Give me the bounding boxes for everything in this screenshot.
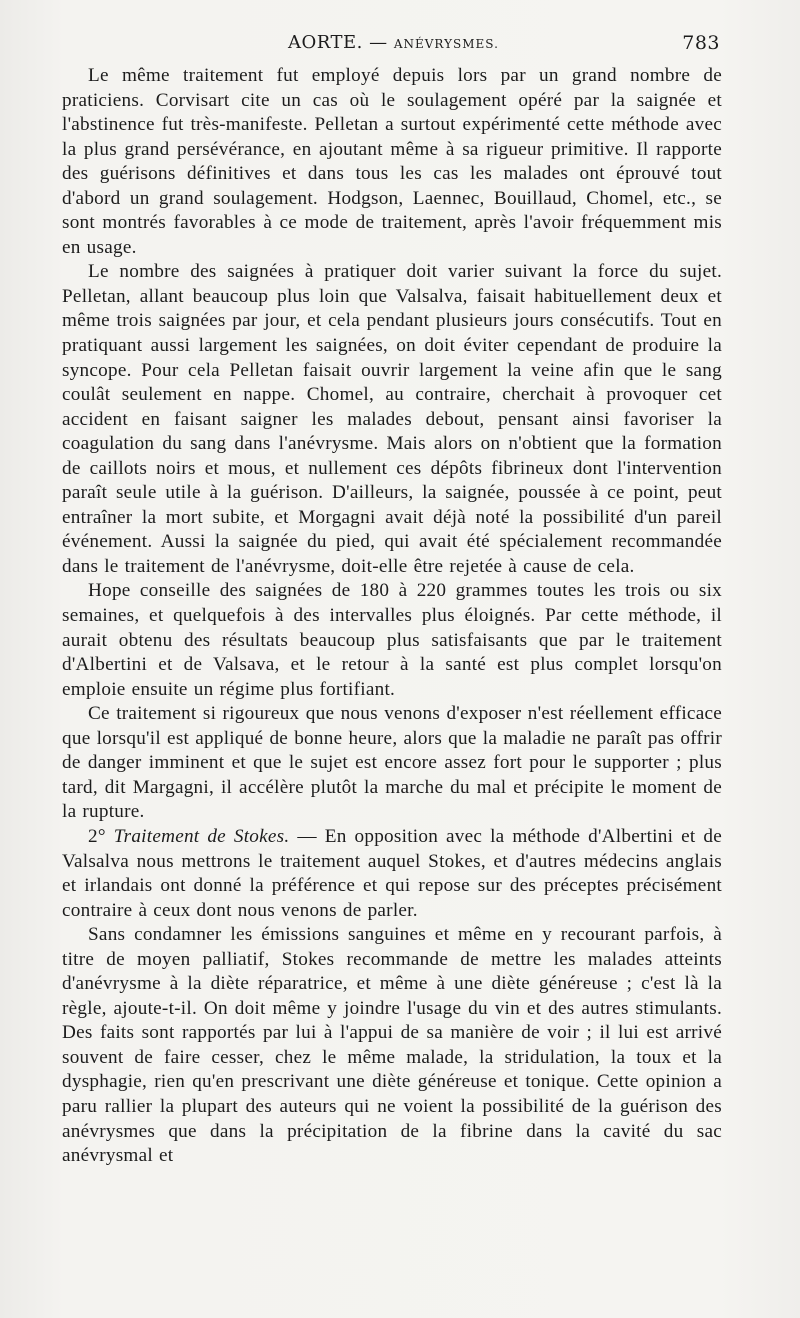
paragraph-3 xyxy=(62,579,722,702)
paragraph-5 xyxy=(62,825,722,923)
paragraph-3-text: Hope conseille des saignées de 180 à 220 grammes toutes les trois ou six semaines, et quelquefois à des intervalles plus éloignés. Par cette méthode, il aurait obtenu des résultats beaucoup plus satisfaisants que par le traitement d'Albertini et de Valsava, et le retour à la santé est plus complet lorsqu'on emploie ensuite un régime plus fortifiant. xyxy=(62,580,722,700)
paragraph-1-text: Le même traitement fut employé depuis lors par un grand nombre de praticiens. Corvisart cite un cas où le soulagement opéré par la saignée et l'abstinence fut très-manifeste. Pelletan a surtout expérimenté cette méthode avec la plus grand persévérance, en ajoutant même à sa rigueur primitive. Il rapporte des guérisons définitives et dans tous les cas les malades ont éprouvé tout d'abord un grand soulagement. Hodgson, Laennec, Bouillaud, Chomel, etc., se sont montrés favorables à ce mode de traitement, après l'avoir fréquemment mis en usage. xyxy=(62,65,722,258)
section-number: 2° xyxy=(88,825,106,847)
section-heading: Traitement de Stokes. xyxy=(113,825,290,847)
page-number: 783 xyxy=(682,32,720,54)
running-title xyxy=(288,32,499,53)
paragraph-4 xyxy=(62,702,722,825)
running-title-sub: ANÉVRYSMES. xyxy=(393,37,499,51)
paragraph-4-text: Ce traitement si rigoureux que nous venons d'exposer n'est réellement efficace que lorsqu'il est appliqué de bonne heure, alors que la maladie ne paraît pas offrir de danger imminent et que le sujet est encore assez fort pour le supporter ; plus tard, dit Margagni, il accélère plutôt la marche du mal et précipite le moment de la rupture. xyxy=(62,703,722,823)
paragraph-6 xyxy=(62,923,722,1168)
running-title-main: AORTE. — xyxy=(288,32,388,53)
paragraph-2 xyxy=(62,260,722,579)
running-header xyxy=(60,30,720,58)
body-text xyxy=(62,64,722,1169)
paragraph-2-text: Le nombre des saignées à pratiquer doit varier suivant la force du sujet. Pelletan, allant beaucoup plus loin que Valsalva, faisait habituellement deux et même trois saignées par jour, et cela pendant plusieurs jours consécutifs. Tout en pratiquant aussi largement les saignées, on doit éviter cependant de produire la syncope. Pour cela Pelletan faisait ouvrir largement la veine afin que le sang coulât seulement en nappe. Chomel, au contraire, cherchait à provoquer cet accident en faisant saigner les malades debout, pensant ainsi favoriser la coagulation du sang dans l'anévrysme. Mais alors on n'obtient que la formation de caillots noirs et mous, et nullement ces dépôts fibrineux dont l'intervention paraît seule utile à la guérison. D'ailleurs, la saignée, poussée à ce point, peut entraîner la mort subite, et Morgagni avait déjà noté la possibilité d'un pareil événement. Aussi la saignée du pied, qui avait été spécialement recommandée dans le traitement de l'anévrysme, doit-elle être rejetée à cause de cela. xyxy=(62,261,722,577)
paragraph-1 xyxy=(62,64,722,260)
paragraph-5-text: — En opposition avec la méthode d'Albertini et de Valsalva nous mettrons le traitement auquel Stokes, et d'autres médecins anglais et irlandais ont donné la préférence et qui repose sur des préceptes précisément contraire à ceux dont nous venons de parler. xyxy=(62,825,723,921)
paragraph-6-text: Sans condamner les émissions sanguines et même en y recourant parfois, à titre de moyen palliatif, Stokes recommande de mettre les malades atteints d'anévrysme à la diète réparatrice, et même à une diète généreuse ; c'est là la règle, ajoute-t-il. On doit même y joindre l'usage du vin et des autres stimulants. Des faits sont rapportés par lui à l'appui de sa manière de voir ; il lui est arrivé souvent de faire cesser, chez le même malade, la stridulation, la toux et la dysphagie, rien qu'en prescrivant une diète généreuse et tonique. Cette opinion a paru rallier la plupart des auteurs qui ne voient la possibilité de la guérison des anévrysmes que dans la précipitation de la fibrine dans la cavité du sac anévrysmal et xyxy=(62,924,722,1167)
